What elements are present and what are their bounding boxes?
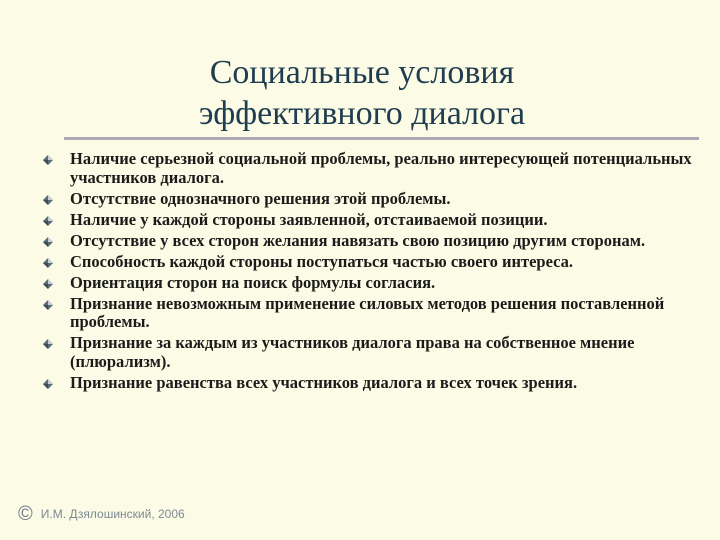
slide-title-line-1: Социальные условия	[209, 54, 515, 91]
list-item	[42, 334, 697, 371]
list-item-text: Ориентация сторон на поиск формулы согласия.	[70, 272, 436, 292]
gem-bullet-icon	[42, 299, 54, 311]
list-item	[42, 232, 697, 251]
gem-bullet-icon	[42, 215, 54, 227]
conditions-list	[42, 150, 697, 395]
gem-bullet-icon	[42, 338, 54, 350]
footer-author: И.М. Дзялошинский, 2006	[40, 507, 185, 521]
list-item-text: Признание невозможным применение силовых методов решения поставленной проблемы.	[70, 293, 665, 331]
list-item	[42, 274, 697, 293]
gem-bullet-icon	[42, 278, 54, 290]
list-item-text: Способность каждой стороны поступаться частью своего интереса.	[70, 251, 574, 271]
title-divider	[64, 137, 699, 140]
list-item-text: Отсутствие у всех сторон желания навязать свою позицию другим сторонам.	[70, 230, 646, 250]
list-item-text: Отсутствие однозначного решения этой проблемы.	[70, 188, 451, 208]
list-item	[42, 374, 697, 393]
list-item	[42, 150, 697, 187]
list-item-text: Признание равенства всех участников диалога и всех точек зрения.	[70, 372, 578, 392]
gem-bullet-icon	[42, 378, 54, 390]
list-item-text: Признание за каждым из участников диалога права на собственное мнение (плюрализм).	[70, 333, 635, 371]
copyright-icon: ©	[18, 503, 33, 525]
gem-bullet-icon	[42, 194, 54, 206]
list-item	[42, 190, 697, 209]
gem-bullet-icon	[42, 236, 54, 248]
footer	[18, 504, 185, 524]
gem-bullet-icon	[42, 154, 54, 166]
slide-title	[120, 52, 604, 134]
gem-bullet-icon	[42, 257, 54, 269]
list-item	[42, 211, 697, 230]
list-item-text: Наличие у каждой стороны заявленной, отстаиваемой позиции.	[70, 209, 548, 229]
list-item-text: Наличие серьезной социальной проблемы, реально интересующей потенциальных участников диалога.	[70, 149, 692, 187]
list-item	[42, 295, 697, 332]
slide-title-line-2: эффективного диалога	[198, 95, 526, 132]
list-item	[42, 253, 697, 272]
